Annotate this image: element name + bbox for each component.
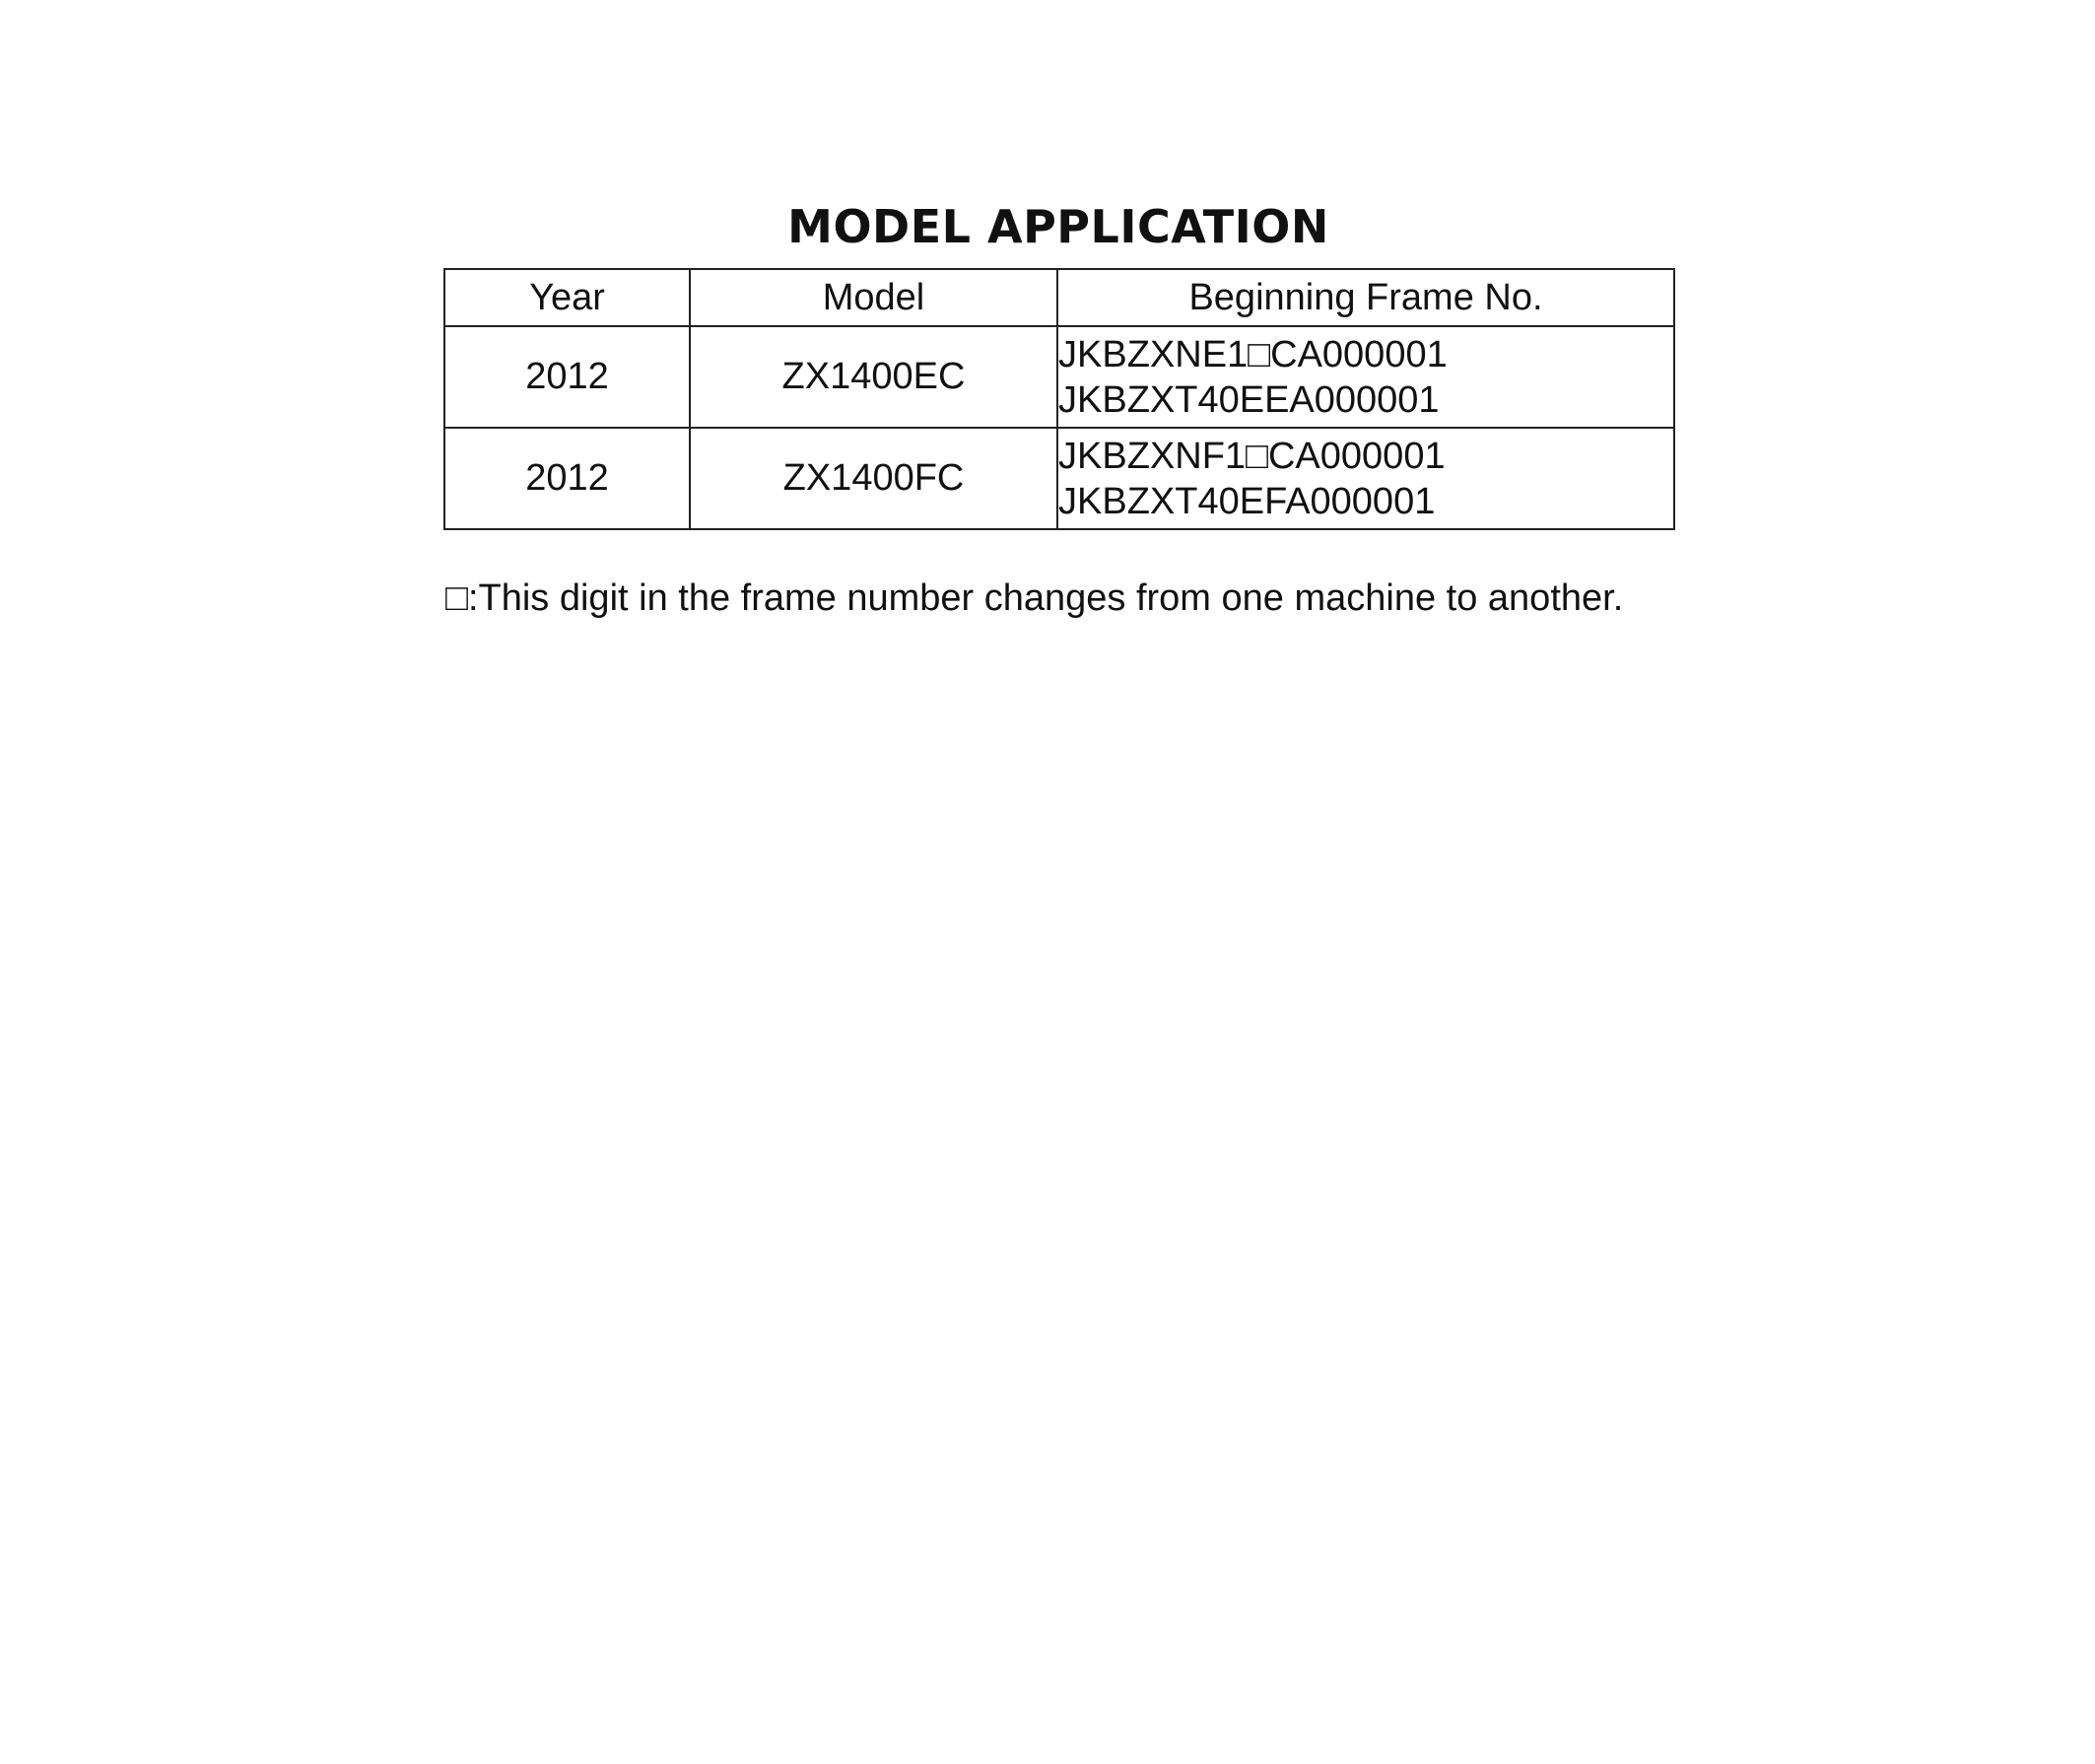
frame-number: JKBZXNF1□CA000001 bbox=[1058, 435, 1446, 477]
footnote: □:This digit in the frame number changes from one machine to another. bbox=[445, 577, 1624, 619]
table-row bbox=[444, 428, 1674, 529]
cell-year: 2012 bbox=[444, 428, 690, 529]
table-header-row bbox=[444, 269, 1674, 326]
cell-frame-numbers bbox=[1057, 428, 1674, 529]
cell-frame-numbers bbox=[1057, 326, 1674, 428]
frame-number: JKBZXT40EEA000001 bbox=[1058, 378, 1440, 421]
cell-model: ZX1400FC bbox=[690, 428, 1057, 529]
cell-year: 2012 bbox=[444, 326, 690, 428]
page-title: MODEL APPLICATION bbox=[787, 200, 1329, 253]
table-row bbox=[444, 326, 1674, 428]
cell-model: ZX1400EC bbox=[690, 326, 1057, 428]
header-year: Year bbox=[444, 269, 690, 326]
header-model: Model bbox=[690, 269, 1057, 326]
model-application-table bbox=[443, 268, 1675, 530]
frame-number: JKBZXNE1□CA000001 bbox=[1058, 333, 1448, 375]
frame-number: JKBZXT40EFA000001 bbox=[1058, 480, 1436, 522]
header-beginning-frame-no: Beginning Frame No. bbox=[1057, 269, 1674, 326]
